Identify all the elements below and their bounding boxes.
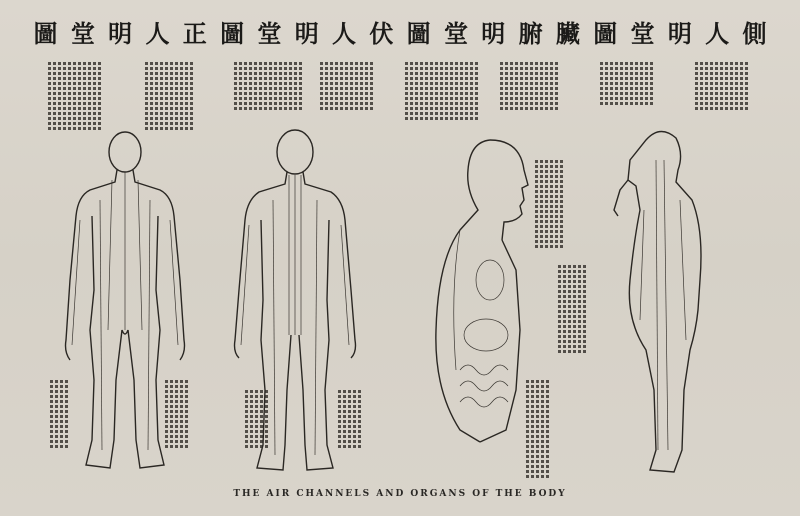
- front-view-figure: [50, 120, 200, 480]
- title-character: 堂: [443, 18, 468, 48]
- title-character: 腑: [518, 18, 543, 48]
- text-block: [320, 62, 373, 112]
- title-character: 堂: [70, 18, 95, 48]
- text-block: [234, 62, 302, 112]
- title-character: 圖: [593, 18, 618, 48]
- title-character: 圖: [33, 18, 58, 48]
- title-character: 人: [145, 18, 170, 48]
- text-block: [695, 62, 748, 112]
- text-block: [405, 62, 478, 122]
- back-view-drawing: [225, 120, 365, 480]
- title-character: 堂: [257, 18, 282, 48]
- title-character: 圖: [220, 18, 245, 48]
- plate-caption: THE AIR CHANNELS AND ORGANS OF THE BODY: [233, 489, 567, 499]
- text-block: [500, 62, 558, 112]
- back-view-figure: [225, 120, 365, 480]
- title-character: 側: [742, 18, 767, 48]
- text-block: [558, 265, 586, 355]
- title-character: 正: [182, 18, 207, 48]
- text-block: [600, 62, 653, 107]
- organs-view-drawing: [420, 130, 540, 470]
- title-character: 人: [705, 18, 730, 48]
- title-character: 明: [667, 18, 692, 48]
- title-character: 伏: [369, 18, 394, 48]
- title-character: 明: [481, 18, 506, 48]
- organs-view-figure: [420, 130, 540, 470]
- front-view-drawing: [50, 120, 200, 480]
- side-view-drawing: [600, 120, 740, 480]
- title-character: 堂: [630, 18, 655, 48]
- title-character: 明: [108, 18, 133, 48]
- chinese-title: [28, 14, 772, 48]
- title-character: 圖: [406, 18, 431, 48]
- title-character: 臟: [555, 18, 580, 48]
- title-character: 明: [294, 18, 319, 48]
- title-character: 人: [332, 18, 356, 48]
- side-view-figure: [600, 120, 740, 480]
